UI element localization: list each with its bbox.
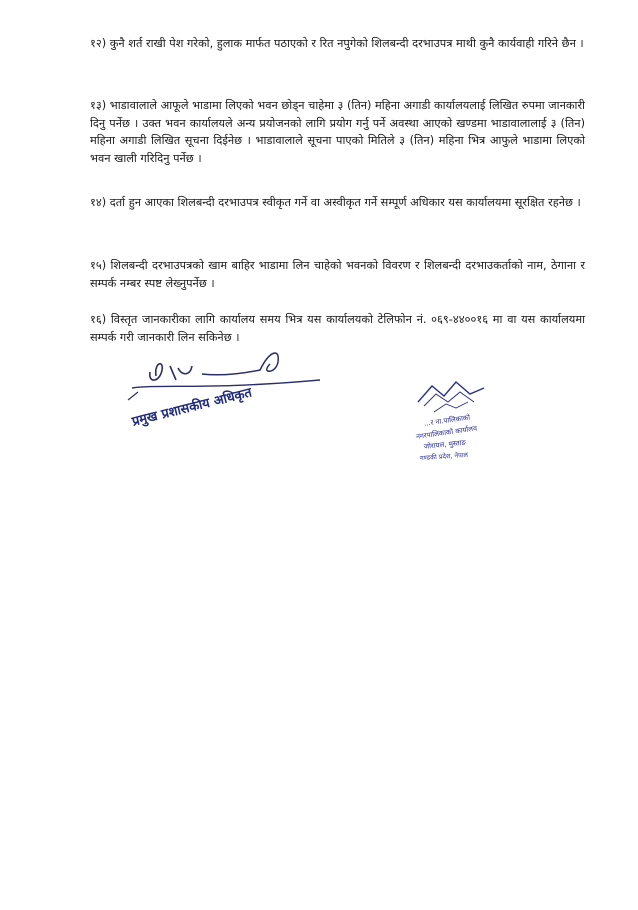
clause-16: १६) विस्तृत जानकारीका लागि कार्यालय समय भित्र यस कार्यालयको टेलिफोन नं. ०६९-४४००१६ मा वा यस कार्यालयमा सम्पर्क गरी जानकारी लिन सकिनेछ । bbox=[90, 313, 585, 344]
seal-line-3: जोरायल, मुस्ताङ bbox=[423, 438, 467, 451]
seal-line-1: ...र ना.पालिकाको bbox=[423, 413, 471, 428]
seal-line-4: गण्डकी प्रदेश, नेपाल bbox=[419, 450, 469, 463]
clause-14: १४) दर्ता हुन आएका शिलबन्दी दरभाउपत्र स्वीकृत गर्ने वा अस्वीकृत गर्ने सम्पूर्ण अधिकार यस कार्यालयमा सूरक्षित रहनेछ । bbox=[90, 196, 581, 210]
clause-15: १५) शिलबन्दी दरभाउपत्रको खाम बाहिर भाडामा लिन चाहेको भवनको विवरण र शिलबन्दी दरभाउकर्ताको नाम, ठेगाना र सम्पर्क नम्बर स्पष्ट लेख्नुपर्नेछ । bbox=[90, 259, 585, 290]
clause-13: १३) भाडावालाले आफूले भाडामा लिएको भवन छोड्न चाहेमा ३ (तिन) महिना अगाडी कार्यालयलाई लिखित रुपमा जानकारी दिनु पर्नेछ । उक्त भवन कार्यालयले अन्य प्रयोजनको लागि प्रयोग गर्नु पर्ने अवस्था आएको खण्डमा भाडावालालाई ३ (तिन) महिना अगाडी लिखित सूचना दिईनेछ । भाडावालाले सूचना पाएको मितिले ३ (तिन) महिना भित्र आफुले भाडामा लिएको भवन खाली गरिदिनु पर्नेछ । bbox=[90, 99, 585, 165]
clause-12: १२) कुनै शर्त राखी पेश गरेको, हुलाक मार्फत पठाएको र रित नपुगेको शिलबन्दी दरभाउपत्र माथी कुनै कार्यवाही गरिने छैन । bbox=[90, 37, 584, 51]
signatory-designation: प्रमुख प्रशासकीय अधिकृत bbox=[130, 385, 254, 430]
office-seal bbox=[404, 372, 500, 468]
seal-line-2: नगरपालिकाको कार्यालय bbox=[415, 424, 478, 441]
